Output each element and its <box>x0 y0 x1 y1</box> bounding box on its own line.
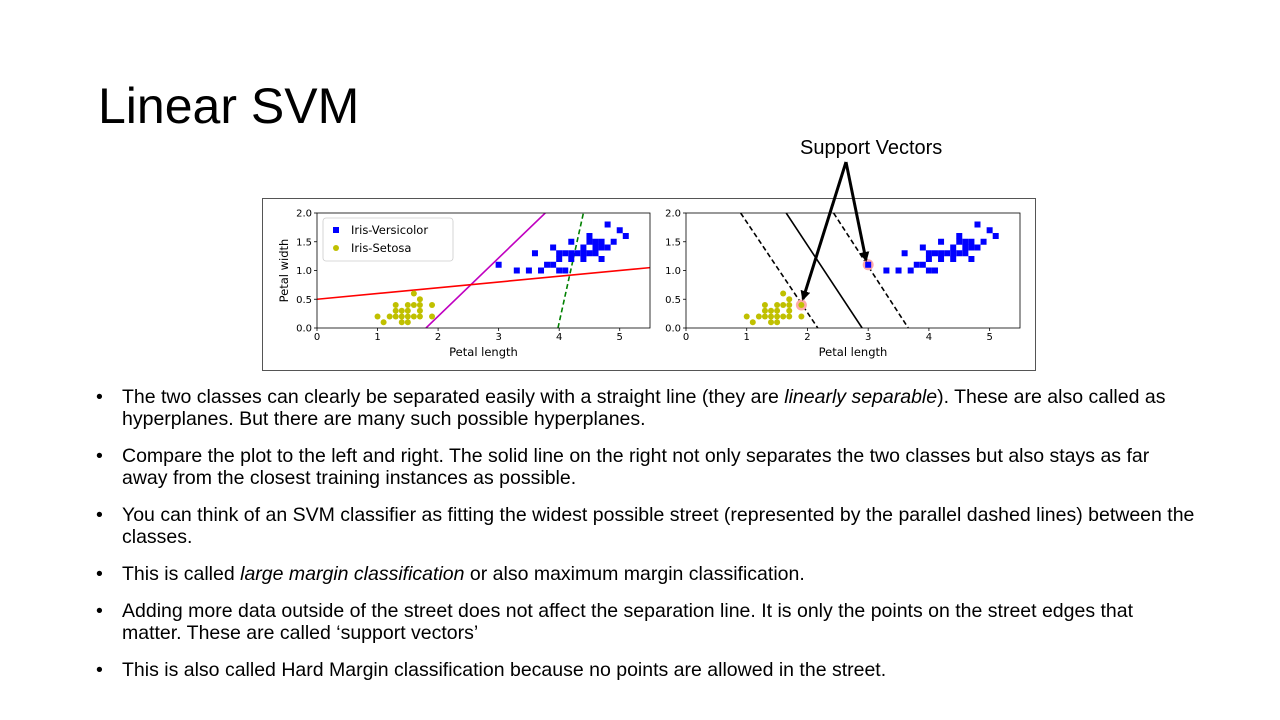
legend-marker-versicolor <box>333 227 339 233</box>
right-panel <box>665 209 1020 360</box>
axes-frame <box>686 213 1020 328</box>
versicolor-point <box>932 250 938 256</box>
versicolor-point <box>974 222 980 228</box>
versicolor-point <box>556 250 562 256</box>
versicolor-point <box>950 245 956 251</box>
versicolor-point <box>926 268 932 274</box>
x-tick-label: 4 <box>555 332 563 343</box>
versicolor-point <box>962 239 968 245</box>
bullet-item <box>96 659 1196 681</box>
x-tick-label: 1 <box>374 332 381 343</box>
setosa-point <box>744 314 750 320</box>
versicolor-point <box>883 268 889 274</box>
setosa-point <box>756 314 762 320</box>
versicolor-point <box>920 262 926 268</box>
setosa-point <box>387 314 393 320</box>
y-tick-label: 1.5 <box>665 237 681 249</box>
setosa-point <box>405 314 411 320</box>
versicolor-point <box>605 222 611 228</box>
setosa-point <box>411 302 417 308</box>
legend-label: Iris-Versicolor <box>351 223 429 237</box>
versicolor-point <box>962 250 968 256</box>
bullet-item <box>96 504 1196 548</box>
setosa-point <box>417 296 423 302</box>
versicolor-point <box>944 250 950 256</box>
setosa-point <box>393 302 399 308</box>
bullet-item <box>96 386 1196 430</box>
legend-marker-setosa <box>333 245 339 251</box>
versicolor-point <box>623 233 629 239</box>
versicolor-point <box>562 250 568 256</box>
setosa-point <box>411 314 417 320</box>
versicolor-point <box>593 239 599 245</box>
y-tick-label: 2.0 <box>665 208 681 220</box>
setosa-point <box>381 319 387 325</box>
x-tick-label: 3 <box>864 332 872 343</box>
setosa-point <box>768 314 774 320</box>
versicolor-point <box>902 250 908 256</box>
x-tick-label: 0 <box>682 332 690 343</box>
setosa-point <box>411 291 417 297</box>
versicolor-point <box>550 262 556 268</box>
setosa-point <box>399 314 405 320</box>
setosa-point <box>375 314 381 320</box>
plot-area <box>741 213 999 328</box>
bullet-text: This is also called Hard Margin classification because no points are allowed in the street. <box>122 659 887 681</box>
y-tick-label: 2.0 <box>296 208 312 220</box>
setosa-point <box>774 302 780 308</box>
setosa-point <box>798 314 804 320</box>
versicolor-point <box>981 239 987 245</box>
setosa-point <box>780 314 786 320</box>
bullet-text: ). These are also called as hyperplanes. But there are many such possible hyperplanes. <box>122 386 1166 430</box>
versicolor-point <box>914 262 920 268</box>
versicolor-point <box>993 233 999 239</box>
versicolor-point <box>580 245 586 251</box>
setosa-point <box>399 308 405 314</box>
versicolor-point <box>574 250 580 256</box>
setosa-point <box>768 308 774 314</box>
bullet-text: or also maximum margin classification. <box>464 563 805 585</box>
versicolor-point <box>538 268 544 274</box>
versicolor-point <box>586 250 592 256</box>
versicolor-point <box>593 250 599 256</box>
setosa-point <box>780 291 786 297</box>
versicolor-point <box>580 250 586 256</box>
versicolor-point <box>514 268 520 274</box>
bullet-text: Compare the plot to the left and right. The solid line on the right not only separates the two classes but also stays as far away from the closest training instances as possible. <box>122 445 1150 489</box>
setosa-point <box>774 319 780 325</box>
versicolor-point <box>593 245 599 251</box>
versicolor-point <box>962 245 968 251</box>
versicolor-point <box>974 245 980 251</box>
versicolor-point <box>562 268 568 274</box>
x-tick-label: 1 <box>743 332 750 343</box>
setosa-point <box>774 308 780 314</box>
x-tick-label: 5 <box>616 332 623 343</box>
bullet-item <box>96 445 1196 489</box>
bullet-emphasis: large margin classification <box>240 563 465 585</box>
versicolor-point <box>956 239 962 245</box>
setosa-point <box>786 314 792 320</box>
decision-boundary-line <box>786 213 862 328</box>
setosa-point <box>762 314 768 320</box>
versicolor-point <box>580 256 586 262</box>
versicolor-point <box>556 256 562 262</box>
versicolor-point <box>956 233 962 239</box>
legend-label: Iris-Setosa <box>351 241 412 255</box>
versicolor-point <box>526 268 532 274</box>
x-tick-label: 4 <box>925 332 933 343</box>
y-axis-label: Petal width <box>277 238 291 303</box>
setosa-point <box>798 302 804 308</box>
x-tick-label: 0 <box>313 332 321 343</box>
versicolor-point <box>908 268 914 274</box>
versicolor-point <box>968 245 974 251</box>
versicolor-point <box>926 256 932 262</box>
versicolor-point <box>932 268 938 274</box>
versicolor-point <box>956 250 962 256</box>
versicolor-point <box>605 245 611 251</box>
bullet-text: The two classes can clearly be separated easily with a straight line (they are <box>122 386 785 408</box>
setosa-point <box>405 302 411 308</box>
versicolor-point <box>926 250 932 256</box>
bullet-list <box>96 386 1196 696</box>
setosa-point <box>750 319 756 325</box>
bullet-emphasis: linearly separable <box>784 386 938 408</box>
left-panel <box>277 209 650 360</box>
versicolor-point <box>920 245 926 251</box>
setosa-point <box>429 314 435 320</box>
versicolor-point <box>968 239 974 245</box>
slide-title: Linear SVM <box>98 78 360 134</box>
versicolor-point <box>896 268 902 274</box>
setosa-point <box>393 314 399 320</box>
versicolor-point <box>599 239 605 245</box>
versicolor-point <box>987 227 993 233</box>
y-tick-label: 0.5 <box>296 294 312 306</box>
svm-plots <box>263 199 1035 370</box>
versicolor-point <box>950 250 956 256</box>
setosa-point <box>429 302 435 308</box>
y-tick-label: 0.0 <box>665 323 681 335</box>
versicolor-point <box>544 262 550 268</box>
versicolor-point <box>938 256 944 262</box>
versicolor-point <box>568 250 574 256</box>
versicolor-point <box>496 262 502 268</box>
bullet-text: Adding more data outside of the street does not affect the separation line. It is only the points on the street edges that matter. These are called ‘support vectors’ <box>122 600 1134 644</box>
bullet-text: This is called <box>122 563 241 585</box>
x-tick-label: 2 <box>434 332 442 343</box>
versicolor-point <box>950 256 956 262</box>
legend <box>323 218 453 261</box>
y-tick-label: 1.0 <box>665 266 681 277</box>
setosa-point <box>417 302 423 308</box>
versicolor-point <box>865 262 871 268</box>
y-tick-label: 1.5 <box>296 237 312 249</box>
y-tick-label: 0.5 <box>665 294 681 306</box>
versicolor-point <box>617 227 623 233</box>
setosa-point <box>780 302 786 308</box>
setosa-point <box>786 296 792 302</box>
versicolor-point <box>968 256 974 262</box>
versicolor-point <box>568 239 574 245</box>
x-axis-label: Petal length <box>818 345 888 359</box>
x-tick-label: 2 <box>804 332 811 343</box>
setosa-point <box>762 308 768 314</box>
setosa-point <box>399 319 405 325</box>
bullet-text: You can think of an SVM classifier as fitting the widest possible street (represented by the parallel dashed lines) between the classes. <box>122 504 1195 548</box>
versicolor-point <box>568 256 574 262</box>
versicolor-point <box>611 239 617 245</box>
y-tick-label: 1.0 <box>296 266 312 277</box>
versicolor-point <box>938 250 944 256</box>
versicolor-point <box>938 239 944 245</box>
bullet-item <box>96 600 1196 644</box>
x-axis-label: Petal length <box>449 345 518 359</box>
versicolor-point <box>550 245 556 251</box>
setosa-point <box>768 319 774 325</box>
svm-figure <box>262 198 1036 371</box>
setosa-point <box>417 314 423 320</box>
y-tick-label: 0.0 <box>296 323 312 335</box>
versicolor-point <box>556 268 562 274</box>
versicolor-point <box>532 250 538 256</box>
support-vectors-label: Support Vectors <box>800 137 943 159</box>
setosa-point <box>774 314 780 320</box>
setosa-point <box>417 308 423 314</box>
x-tick-label: 3 <box>495 332 502 343</box>
versicolor-point <box>586 239 592 245</box>
x-tick-label: 5 <box>986 332 993 343</box>
versicolor-point <box>586 233 592 239</box>
setosa-point <box>405 308 411 314</box>
setosa-point <box>762 302 768 308</box>
versicolor-point <box>599 245 605 251</box>
setosa-point <box>786 302 792 308</box>
setosa-point <box>405 319 411 325</box>
versicolor-point <box>599 256 605 262</box>
bullet-item <box>96 563 1196 585</box>
setosa-point <box>393 308 399 314</box>
setosa-point <box>786 308 792 314</box>
